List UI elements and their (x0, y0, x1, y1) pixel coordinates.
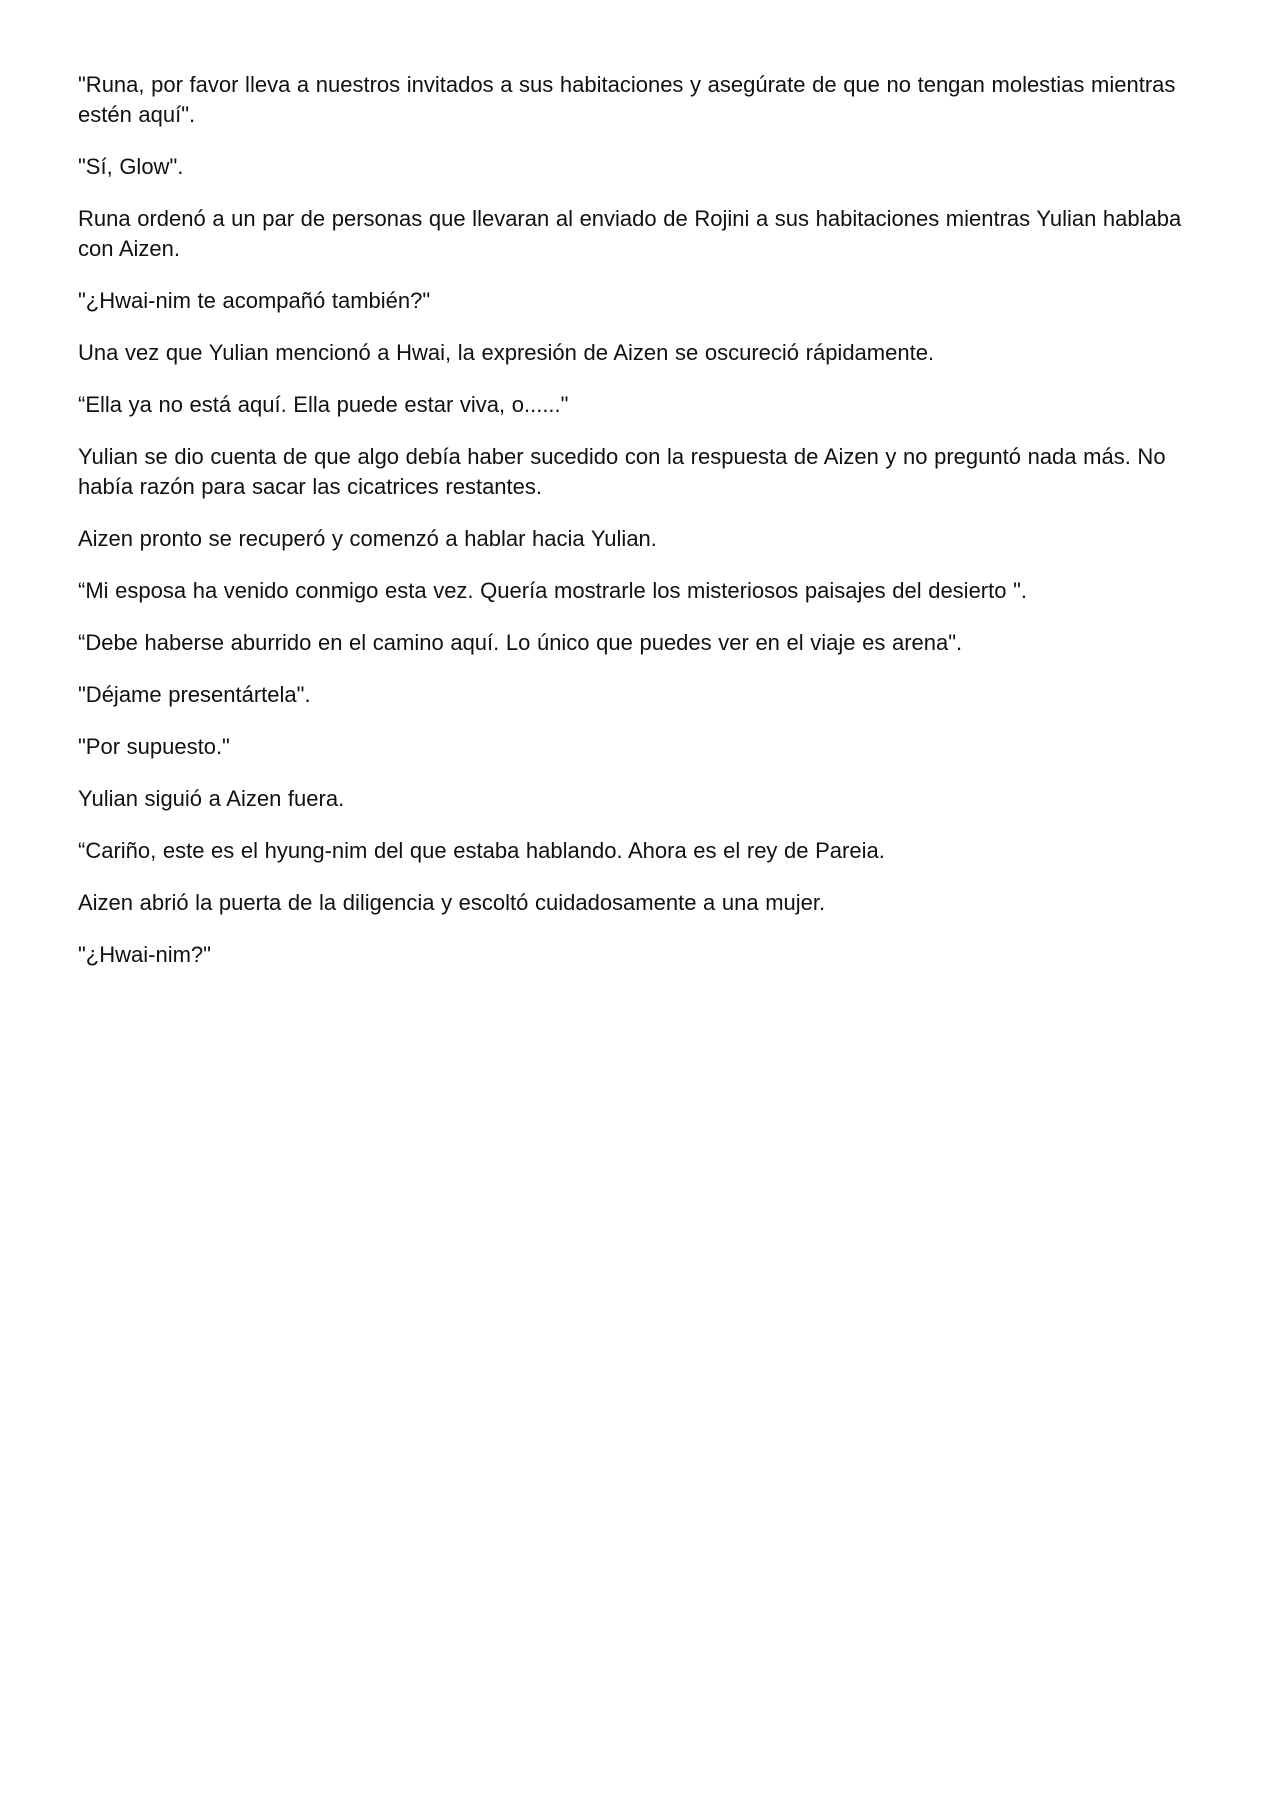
paragraph-7: Yulian se dio cuenta de que algo debía haber sucedido con la respuesta de Aizen y no preguntó nada más. No había razón para sacar las cicatrices restantes. (78, 444, 1166, 499)
paragraph-12: "Por supuesto." (78, 734, 230, 759)
paragraph-10: “Debe haberse aburrido en el camino aquí. Lo único que puedes ver en el viaje es arena". (78, 630, 963, 655)
paragraph-14: “Cariño, este es el hyung-nim del que estaba hablando. Ahora es el rey de Pareia. (78, 838, 885, 863)
paragraph-3: Runa ordenó a un par de personas que llevaran al enviado de Rojini a sus habitaciones mientras Yulian hablaba con Aizen. (78, 206, 1182, 261)
paragraph-16: "¿Hwai-nim?" (78, 942, 211, 967)
paragraph-6: “Ella ya no está aquí. Ella puede estar viva, o......" (78, 392, 569, 417)
paragraph-15: Aizen abrió la puerta de la diligencia y escoltó cuidadosamente a una mujer. (78, 890, 826, 915)
paragraph-2: "Sí, Glow". (78, 154, 184, 179)
paragraph-13: Yulian siguió a Aizen fuera. (78, 786, 345, 811)
paragraph-5: Una vez que Yulian mencionó a Hwai, la expresión de Aizen se oscureció rápidamente. (78, 340, 935, 365)
paragraph-11: "Déjame presentártela". (78, 682, 311, 707)
document-page (78, 70, 1212, 992)
paragraph-9: “Mi esposa ha venido conmigo esta vez. Quería mostrarle los misteriosos paisajes del desierto ". (78, 578, 1028, 603)
paragraph-4: "¿Hwai-nim te acompañó también?" (78, 288, 431, 313)
paragraph-1: "Runa, por favor lleva a nuestros invitados a sus habitaciones y asegúrate de que no tengan molestias mientras estén aquí". (78, 72, 1176, 127)
paragraph-8: Aizen pronto se recuperó y comenzó a hablar hacia Yulian. (78, 526, 657, 551)
